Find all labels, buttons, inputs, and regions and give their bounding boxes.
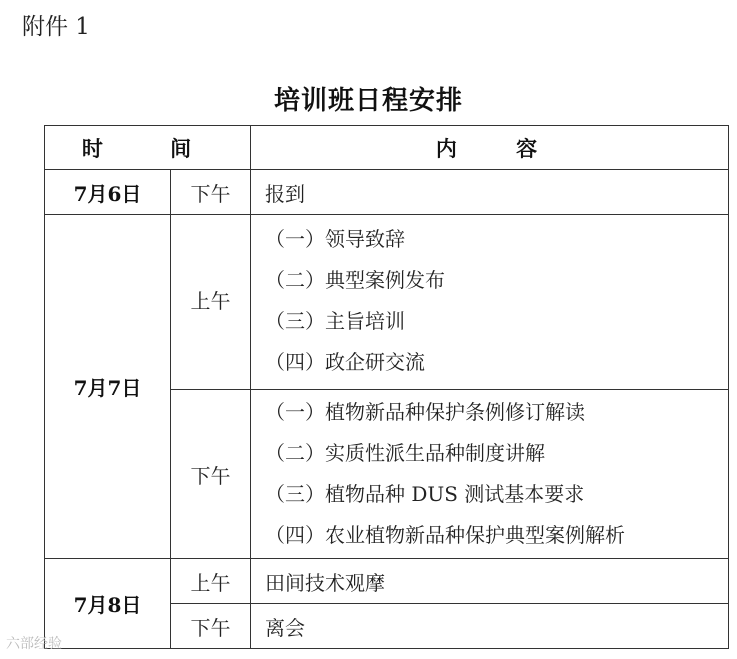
content-cell	[251, 390, 729, 559]
period-cell: 下午	[171, 170, 251, 215]
table-row	[45, 215, 729, 390]
watermark: 六部经验	[6, 636, 62, 652]
period-cell: 下午	[171, 390, 251, 559]
content-cell	[251, 215, 729, 390]
list-item: （三）主旨培训	[265, 309, 405, 333]
date-cell: 7月7日	[45, 215, 171, 559]
page-title: 培训班日程安排	[273, 86, 463, 116]
content-cell: 离会	[251, 604, 729, 649]
list-item: （二）典型案例发布	[265, 268, 445, 292]
list-item: （四）农业植物新品种保护典型案例解析	[265, 523, 625, 547]
date-cell: 7月6日	[45, 170, 171, 215]
date-cell: 7月8日	[45, 559, 171, 649]
table-row	[45, 170, 729, 215]
list-item: （一）领导致辞	[265, 227, 405, 251]
content-cell: 田间技术观摩	[251, 559, 729, 604]
list-item: （一）植物新品种保护条例修订解读	[265, 400, 585, 424]
schedule-table	[44, 125, 729, 649]
column-header-content: 内 容	[251, 126, 729, 170]
table-row	[45, 559, 729, 604]
column-header-time: 时 间	[45, 126, 251, 170]
period-cell: 上午	[171, 559, 251, 604]
list-item: （四）政企研交流	[265, 350, 425, 374]
list-item: （二）实质性派生品种制度讲解	[265, 441, 545, 465]
attachment-label: 附件 1	[22, 14, 90, 40]
table-header-row	[45, 126, 729, 170]
content-cell: 报到	[251, 170, 729, 215]
period-cell: 下午	[171, 604, 251, 649]
period-cell: 上午	[171, 215, 251, 390]
list-item: （三）植物品种 DUS 测试基本要求	[265, 482, 585, 506]
